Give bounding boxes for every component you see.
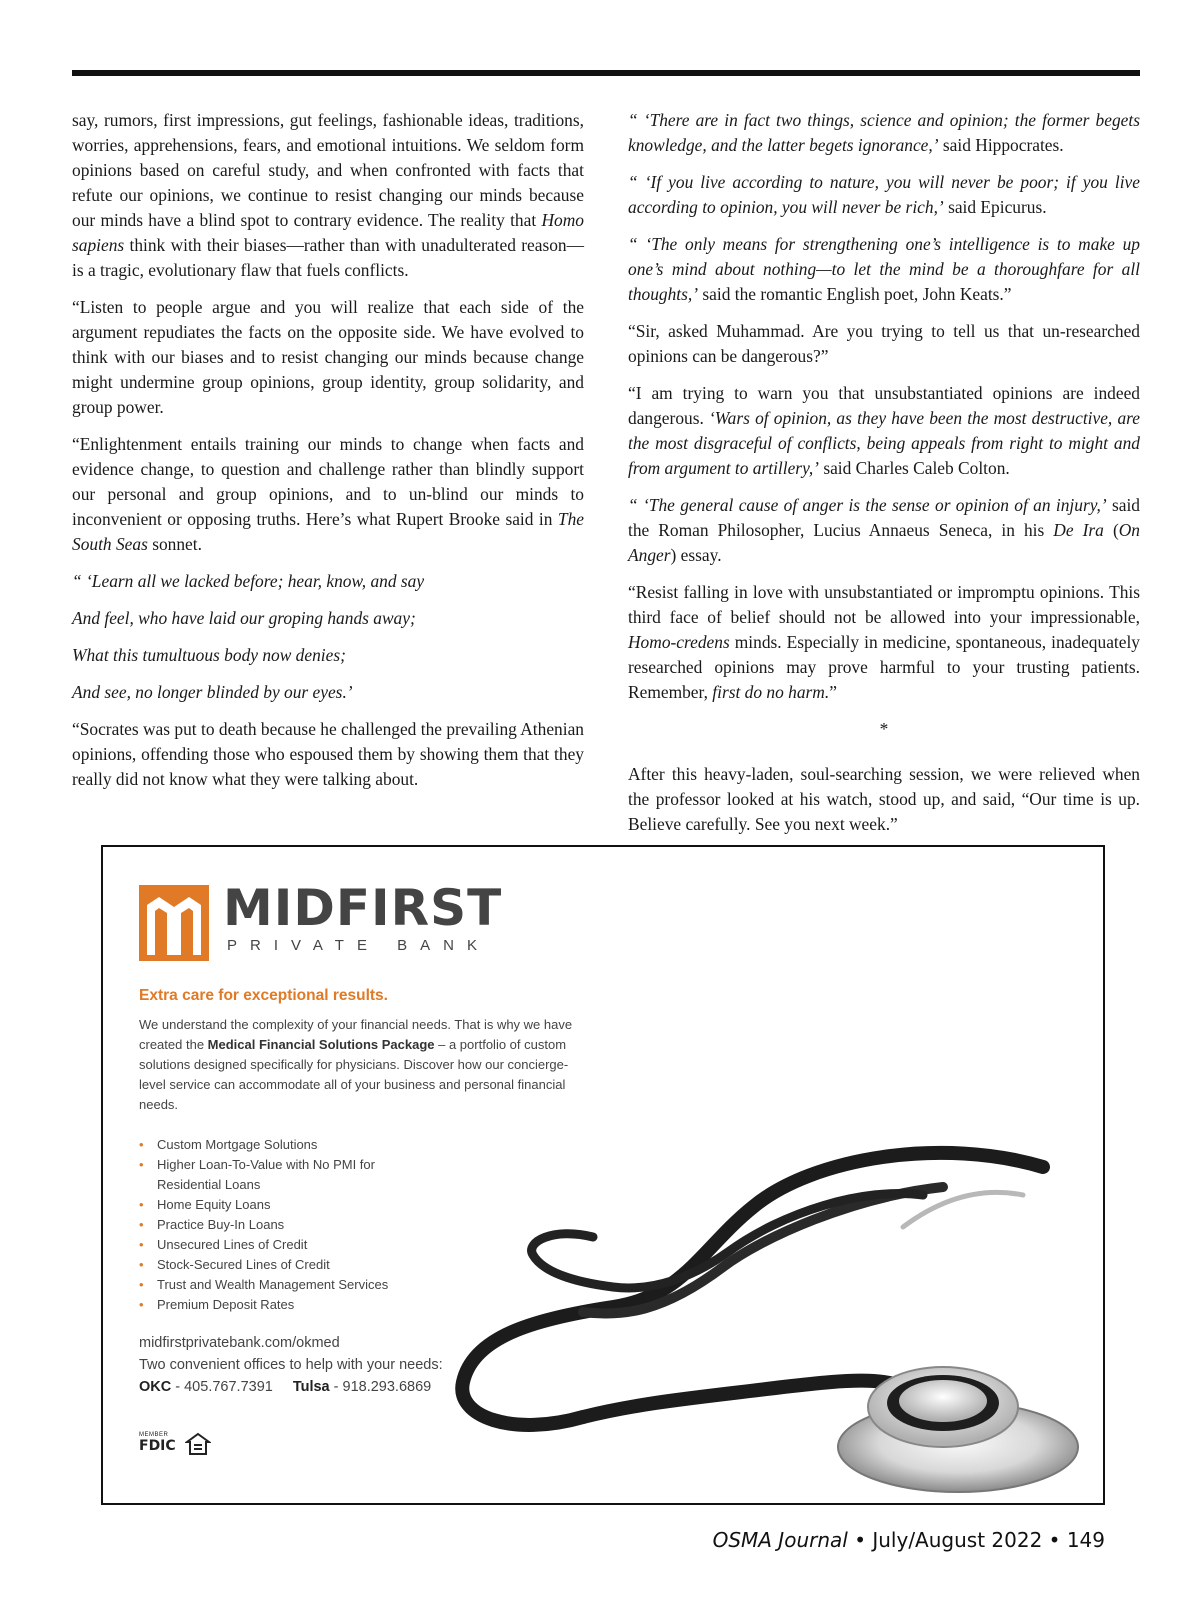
tulsa-phone: - 918.293.6869 — [329, 1379, 432, 1395]
poem-line: What this tumultuous body now denies; — [72, 645, 346, 665]
section-separator: * — [879, 719, 889, 739]
bullet-icon: • — [139, 1257, 144, 1272]
bullet-icon: • — [139, 1237, 144, 1252]
article-column-left — [72, 108, 584, 804]
list-item: • Unsecured Lines of Credit — [139, 1235, 437, 1255]
okc-phone: - 405.767.7391 — [171, 1379, 273, 1395]
fdic-icon: FDIC — [139, 1438, 176, 1454]
poem-line: “ ‘Learn all we lacked before; hear, know, and say — [72, 571, 425, 591]
website-link[interactable]: midfirstprivatebank.com/okmed — [139, 1335, 340, 1351]
quote-paragraph: “ ‘There are in fact two things, science and opinion; the former begets knowledge, and the latter begets ignorance,’ said Hippocrates. — [628, 110, 1140, 155]
paragraph: “Sir, asked Muhammad. Are you trying to tell us that un-researched opinions can be dangerous?” — [628, 321, 1140, 366]
quote-paragraph: “ ‘If you live according to nature, you will never be poor; if you live according to opinion, you will never be rich,’ said Epicurus. — [628, 172, 1140, 217]
ad-headline: Extra care for exceptional results. — [139, 987, 388, 1004]
regulatory-badges — [139, 1432, 219, 1462]
list-item: • Higher Loan-To-Value with No PMI for Residential Loans — [139, 1157, 375, 1192]
poem-line: And feel, who have laid our groping hands away; — [72, 608, 416, 628]
paragraph: “Resist falling in love with unsubstantiated or impromptu opinions. This third face of belief should not be allowed into your impressionable, Homo-credens minds. Especially in medicine, spontaneous, inadequately researched opinions may prove harmful to your trusting patients. Remember, first do no harm.” — [628, 582, 1140, 702]
bullet-icon: • — [139, 1197, 144, 1212]
paragraph: say, rumors, first impressions, gut feelings, fashionable ideas, traditions, worries, apprehensions, fears, and emotional intuitions. We seldom form opinions based on careful study, and when confronted with facts that refute our opinions, we continue to resist changing our minds because our minds have a blind spot to contrary evidence. The reality that Homo sapiens think with their biases—rather than with unadulterated reason—is a tragic, evolutionary flaw that fuels conflicts. — [72, 110, 584, 280]
fdic-member-label: MEMBER — [139, 1432, 169, 1438]
bullet-icon: • — [139, 1217, 144, 1232]
journal-name: OSMA Journal — [712, 1528, 848, 1552]
article-column-right — [628, 108, 1140, 849]
quote-paragraph: “ ‘The only means for strengthening one’s intelligence is to make up one’s mind about nothing—to let the mind be a thoroughfare for all thoughts,’ said the romantic English poet, John Keats.” — [628, 234, 1140, 304]
list-item: • Stock-Secured Lines of Credit — [139, 1255, 437, 1275]
paragraph: “Socrates was put to death because he challenged the prevailing Athenian opinions, offending those who espoused them by showing them that they really did not know what they were talking about. — [72, 719, 584, 789]
list-item: • Practice Buy-In Loans — [139, 1215, 437, 1235]
midfirst-logo-mark-icon — [139, 885, 209, 961]
paragraph: “Enlightenment entails training our minds to change when facts and evidence change, to question and challenge rather than blindly support our personal and group opinions, and to un-blind our minds to inconvenient or opposing truths. Here’s what Rupert Brooke said in The South Seas sonnet. — [72, 434, 584, 554]
paragraph: “Listen to people argue and you will realize that each side of the argument repudiates the facts on the opposite side. We have evolved to think with our biases and to resist changing our minds because change might undermine group opinions, group identity, group solidarity, and group power. — [72, 297, 584, 417]
logo-name: MIDFIRST — [223, 879, 503, 937]
bullet-icon: • — [139, 1137, 144, 1152]
ad-body: We understand the complexity of your financial needs. That is why we have created the Medical Financial Solutions Package – a portfolio of custom solutions designed specifically for physicians. Discover how our concierge-level service can accommodate all of your business and personal financial needs. — [139, 1017, 573, 1112]
top-rule — [72, 70, 1140, 76]
equal-housing-lender-icon — [185, 1432, 211, 1458]
list-item: • Home Equity Loans — [139, 1195, 437, 1215]
poem-line: And see, no longer blinded by our eyes.’ — [72, 682, 353, 702]
bullet-icon: • — [139, 1297, 144, 1312]
paragraph: “ ‘The general cause of anger is the sense or opinion of an injury,’ said the Roman Philosopher, Lucius Annaeus Seneca, in his De Ira (On Anger) essay. — [628, 495, 1141, 565]
offices-line: Two convenient offices to help with your needs: — [139, 1357, 443, 1373]
phone-numbers: OKC - 405.767.7391 Tulsa - 918.293.6869 — [139, 1379, 432, 1395]
midfirst-advertisement — [101, 845, 1105, 1505]
stethoscope-image — [383, 1037, 1103, 1505]
bullet-icon: • — [139, 1157, 144, 1172]
list-item: • Trust and Wealth Management Services — [139, 1275, 437, 1295]
list-item: • Premium Deposit Rates — [139, 1295, 437, 1315]
logo-subtitle: PRIVATE BANK — [227, 937, 490, 954]
paragraph: After this heavy-laden, soul-searching session, we were relieved when the professor looked at his watch, stood up, and said, “Our time is up. Believe carefully. See you next week.” — [628, 764, 1140, 834]
issue-and-page: • July/August 2022 • 149 — [847, 1528, 1105, 1552]
paragraph: “I am trying to warn you that unsubstantiated opinions are indeed dangerous. ‘Wars of opinion, as they have been the most destructive, are the most disgraceful of conflicts, being appeals from right to might and from argument to artillery,’ said Charles Caleb Colton. — [628, 383, 1140, 478]
midfirst-logo — [139, 879, 503, 961]
page-footer — [713, 1528, 1105, 1552]
bullet-icon: • — [139, 1277, 144, 1292]
list-item: • Custom Mortgage Solutions — [139, 1135, 437, 1155]
